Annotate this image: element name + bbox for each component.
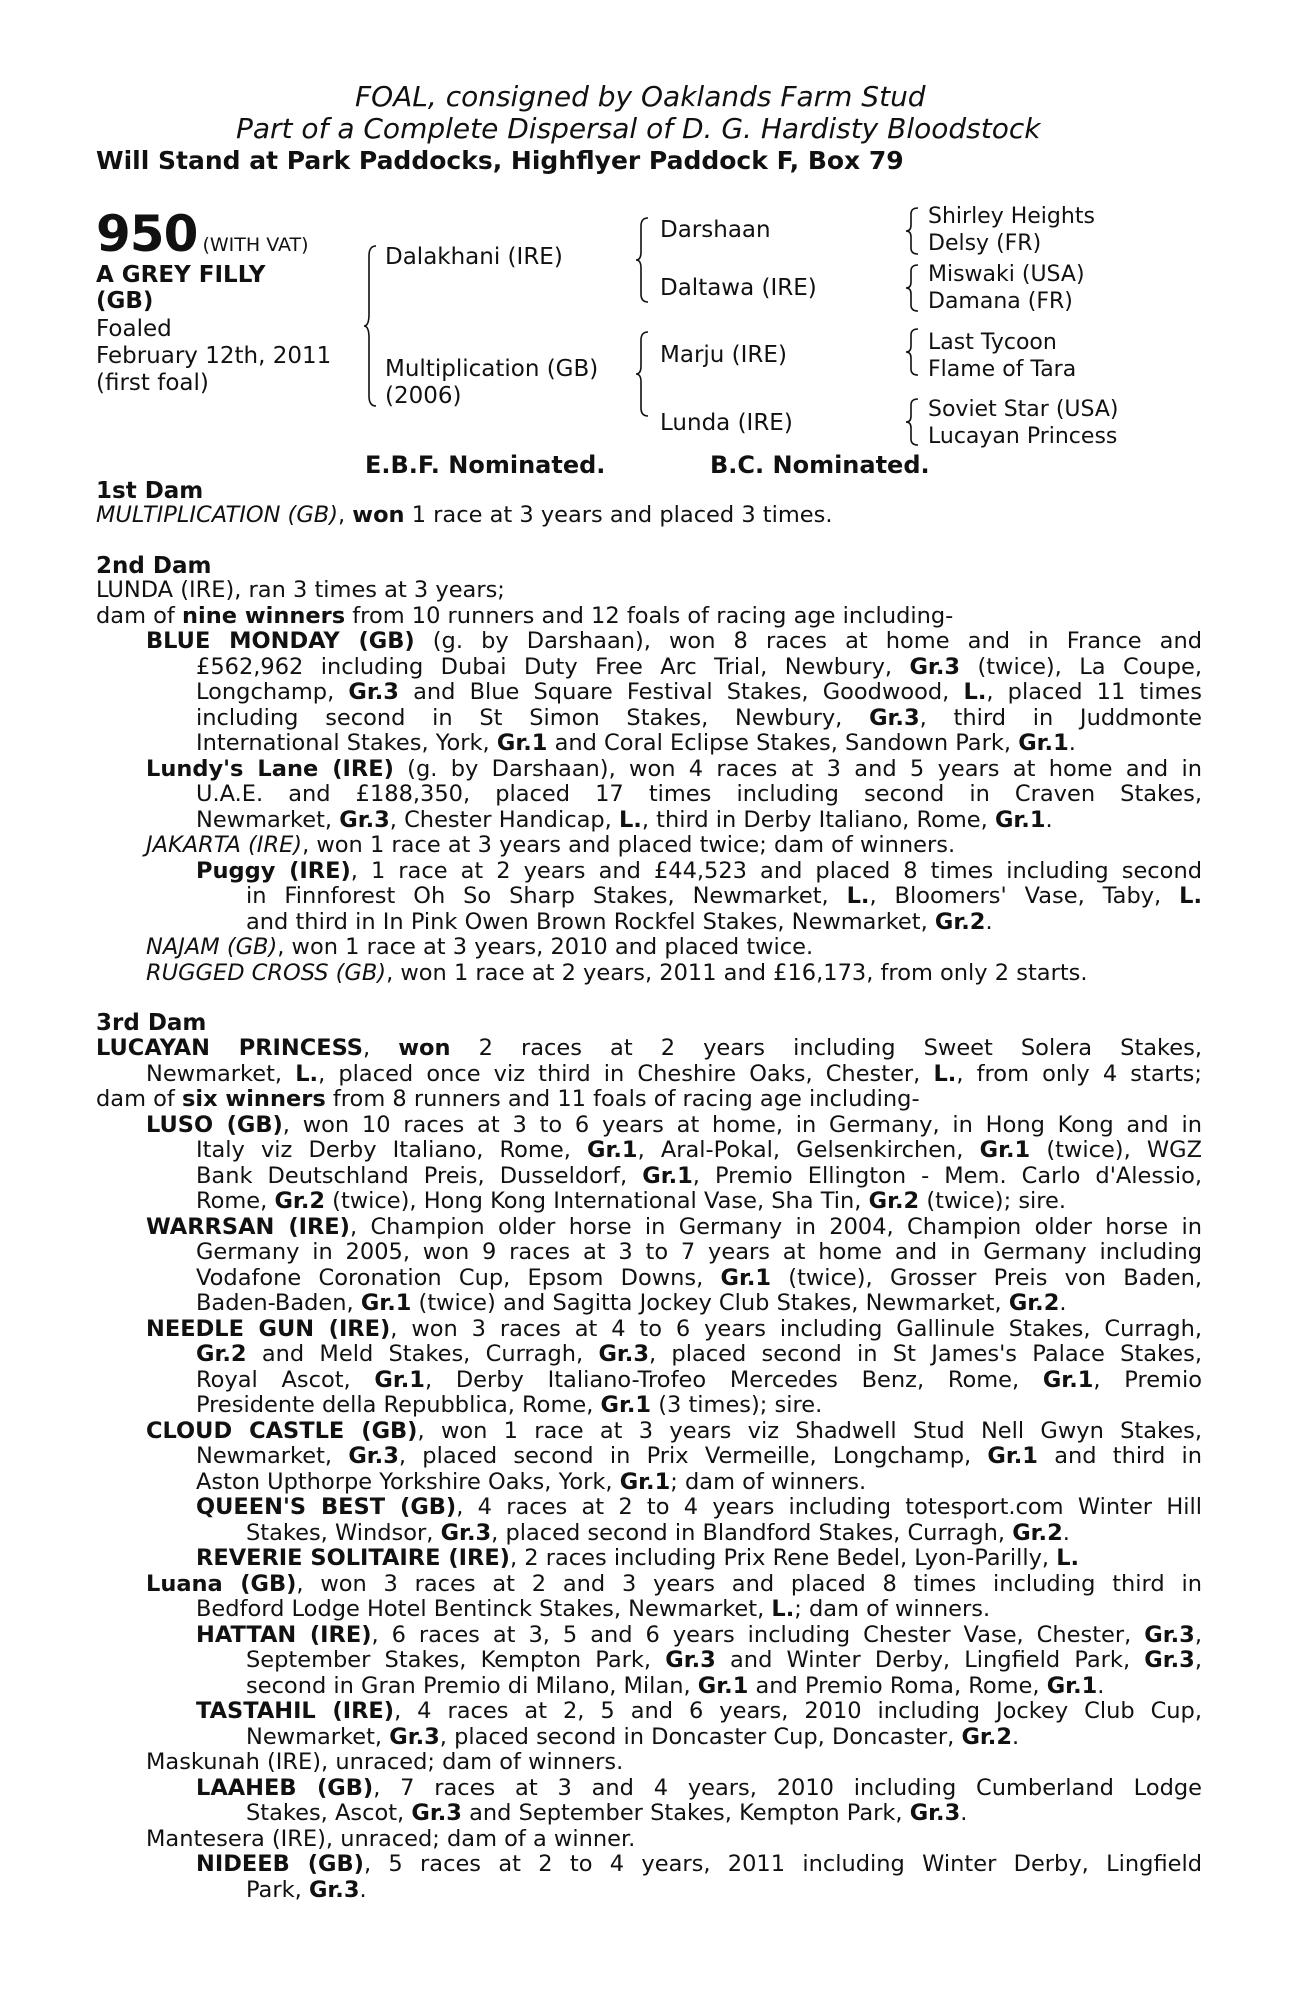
bold-text: L. xyxy=(846,883,870,909)
pedigree-sire-sire: Darshaan xyxy=(660,217,771,243)
text-run: , xyxy=(1194,1647,1202,1673)
header-line-1: FOAL, consigned by Oaklands Farm Stud xyxy=(355,80,926,113)
italic-name: RUGGED CROSS (GB) xyxy=(146,959,387,986)
warrsan-line-3 xyxy=(196,1266,1202,1292)
text-run: and third in In Pink Owen Brown Rockfel Stakes, Newmarket, xyxy=(246,908,935,935)
text-run: and third in xyxy=(1037,1443,1202,1469)
text-run: . xyxy=(1012,1723,1020,1750)
text-run: Longchamp, xyxy=(196,679,349,705)
text-run: , Aral-Pokal, Gelsenkirchen, xyxy=(637,1137,980,1163)
text-run: Italy viz Derby Italiano, Rome, xyxy=(196,1137,587,1163)
maskunah-line: Maskunah (IRE), unraced; dam of winners. xyxy=(146,1749,624,1775)
text-run: £562,962 including Dubai Duty Free Arc Trial, Newbury, xyxy=(196,653,910,680)
reverie-solitaire-line xyxy=(196,1546,1202,1572)
jakarta-line xyxy=(146,833,1202,859)
vat-note: (WITH VAT) xyxy=(202,234,309,256)
foal-note: (first foal) xyxy=(96,370,209,396)
pedigree-brace-sd xyxy=(906,263,920,313)
bold-text: Gr.3 xyxy=(909,1800,961,1826)
nideeb-line-2 xyxy=(246,1878,1202,1904)
luana-line-1 xyxy=(146,1572,1202,1598)
pedigree-dds: Soviet Star (USA) xyxy=(928,397,1119,422)
bc-nomination: B.C. Nominated. xyxy=(710,451,930,479)
text-run: and Winter Derby, Lingfield Park, xyxy=(715,1647,1145,1673)
text-run: and Coral Eclipse Stakes, Sandown Park, xyxy=(547,730,1019,756)
bold-text: Gr.3 xyxy=(339,806,390,833)
first-dam-won: won xyxy=(352,502,405,528)
pedigree-ssd: Delsy (FR) xyxy=(928,231,1042,256)
text-run: . xyxy=(1068,730,1076,756)
pedigree-dsd: Flame of Tara xyxy=(928,357,1077,382)
needle-gun-line-1 xyxy=(146,1317,1202,1343)
rugged-cross-line xyxy=(146,961,1202,987)
bold-text: Gr.3 xyxy=(909,653,961,680)
bold-text: L. xyxy=(295,1060,319,1087)
lucayan-line-2 xyxy=(146,1062,1202,1088)
luso-line-3 xyxy=(196,1164,1202,1190)
text-run: Newmarket, xyxy=(196,806,340,833)
text-run: Vodafone Coronation Cup, Epsom Downs, xyxy=(196,1264,721,1291)
bold-text: Gr.2 xyxy=(274,1188,326,1214)
text-run: , won 1 race at 3 years viz Shadwell Stud Nell Gwyn Stakes, xyxy=(417,1417,1202,1444)
header-line-3: Will Stand at Park Paddocks, Highflyer Paddock F, Box 79 xyxy=(96,146,904,175)
lot-number: 950 xyxy=(96,205,198,263)
text-run: Newmarket, xyxy=(196,1443,349,1469)
first-dam-record: 1 race at 3 years and placed 3 times. xyxy=(404,502,833,528)
first-dam-comma: , xyxy=(337,502,346,528)
text-run: , Bloomers' Vase, Taby, xyxy=(869,883,1180,909)
warrsan-line-4 xyxy=(196,1291,1202,1317)
text-run: , xyxy=(363,1035,399,1061)
lot-description-2: (GB) xyxy=(96,288,154,314)
bold-text: Gr.3 xyxy=(869,704,920,731)
laaheb-line-1 xyxy=(196,1776,1202,1802)
text-run: and September Stakes, Kempton Park, xyxy=(461,1800,910,1826)
text-run: , 4 races at 2 to 4 years including totesport.com Winter Hill xyxy=(456,1494,1202,1520)
text-run: Bank Deutschland Preis, Dusseldorf, xyxy=(196,1162,643,1189)
puggy-line-3 xyxy=(246,910,1202,936)
text-run: , placed second in Blandford Stakes, Curragh, xyxy=(491,1519,1013,1546)
bold-text: Gr.3 xyxy=(598,1341,649,1367)
text-run: (3 times); sire. xyxy=(651,1392,823,1418)
bold-text: BLUE MONDAY (GB) xyxy=(146,628,415,654)
tastahil-line-1 xyxy=(196,1699,1202,1725)
bold-text: LUSO (GB) xyxy=(146,1111,283,1138)
italic-name: NAJAM (GB) xyxy=(146,934,278,960)
text-run: . xyxy=(1045,806,1053,833)
text-run: , 7 races at 3 and 4 years, 2010 including Cumberland Lodge xyxy=(373,1774,1202,1801)
bold-text: Gr.1 xyxy=(1046,1672,1098,1699)
bold-text: L. xyxy=(933,1060,957,1087)
text-run: including second in St Simon Stakes, Newbury, xyxy=(196,704,870,731)
pedigree-sire-dam: Daltawa (IRE) xyxy=(660,275,817,301)
text-run: , Derby Italiano-Trofeo Mercedes Benz, Rome, xyxy=(424,1366,1043,1393)
bold-text: Gr.2 xyxy=(868,1188,920,1214)
blue-monday-line-1 xyxy=(146,629,1202,655)
text-run: , placed second in Doncaster Cup, Doncaster, xyxy=(439,1723,962,1750)
lot-number-line xyxy=(96,205,309,263)
bold-text: Gr.1 xyxy=(979,1137,1031,1163)
bold-text: CLOUD CASTLE (GB) xyxy=(146,1417,418,1444)
bold-text: LUCAYAN PRINCESS xyxy=(96,1035,364,1061)
text-run: 2 races at 2 years including Sweet Solera Stakes, xyxy=(450,1035,1202,1061)
bold-text: L. xyxy=(1056,1545,1080,1571)
warrsan-line-2: Germany in 2005, won 9 races at 3 to 7 years at home and in Germany including xyxy=(196,1239,1202,1265)
text-run: , 6 races at 3, 5 and 6 years including Chester Vase, Chester, xyxy=(371,1621,1145,1648)
first-dam-line xyxy=(96,503,1202,529)
text-run: (twice), La Coupe, xyxy=(960,653,1202,680)
queens-best-line-1 xyxy=(196,1495,1202,1521)
header-line-2: Part of a Complete Dispersal of D. G. Hardisty Bloodstock xyxy=(236,112,1041,145)
nideeb-line-1 xyxy=(196,1852,1202,1878)
bold-text: WARRSAN (IRE) xyxy=(146,1213,350,1240)
text-run: , 5 races at 2 to 4 years, 2011 including Winter Derby, Lingfield xyxy=(363,1851,1202,1877)
lucayan-line-3 xyxy=(96,1087,1202,1113)
bold-text: won xyxy=(398,1035,451,1061)
needle-gun-line-2 xyxy=(196,1342,1202,1368)
text-run: (twice), Hong Kong International Vase, Sha Tin, xyxy=(325,1188,869,1214)
text-run: (twice); sire. xyxy=(919,1188,1067,1214)
cloud-castle-line-3 xyxy=(196,1470,1202,1496)
bold-text: NIDEEB (GB) xyxy=(196,1851,364,1877)
bold-text: HATTAN (IRE) xyxy=(196,1621,372,1648)
bold-text: Gr.2 xyxy=(961,1723,1013,1750)
bold-text: Gr.3 xyxy=(1144,1647,1195,1673)
text-run: , won 1 race at 2 years, 2011 and £16,173, from only 2 starts. xyxy=(386,959,1088,986)
text-run: Stakes, Ascot, xyxy=(246,1800,412,1826)
blue-monday-line-5 xyxy=(196,731,1202,757)
text-run: , third in Derby Italiano, Rome, xyxy=(641,806,995,833)
text-run: ; dam of winners. xyxy=(670,1468,867,1495)
text-run: , 4 races at 2, 5 and 6 years, 2010 including Jockey Club Cup, xyxy=(394,1698,1202,1724)
text-run: , placed second in Prix Vermeille, Longchamp, xyxy=(398,1443,988,1469)
text-run: , Premio Ellington - Mem. Carlo d'Alessio, xyxy=(692,1162,1202,1189)
cloud-castle-line-2 xyxy=(196,1444,1202,1470)
pedigree-dam: Multiplication (GB) xyxy=(385,356,599,382)
bold-text: TASTAHIL (IRE) xyxy=(196,1698,395,1724)
bold-text: REVERIE SOLITAIRE (IRE) xyxy=(196,1545,510,1571)
second-dam-line-1: LUNDA (IRE), ran 3 times at 3 years; xyxy=(96,577,505,603)
needle-gun-line-3 xyxy=(196,1368,1202,1394)
text-run: Newmarket, xyxy=(146,1060,296,1087)
text-run: second in Gran Premio di Milano, Milan, xyxy=(246,1672,698,1699)
bold-text: Gr.2 xyxy=(196,1341,247,1367)
warrsan-line-1 xyxy=(146,1215,1202,1241)
text-run: Royal Ascot, xyxy=(196,1366,375,1393)
bold-text: Gr.1 xyxy=(642,1162,693,1189)
pedigree-brace-sire xyxy=(636,216,650,304)
foaled-label: Foaled xyxy=(96,316,172,342)
text-run: and Blue Square Festival Stakes, Goodwood, xyxy=(398,679,964,705)
text-run: , placed second in St James's Palace Stakes, xyxy=(649,1341,1202,1367)
bold-text: L. xyxy=(618,806,642,833)
text-run: , won 1 race at 3 years, 2010 and placed twice. xyxy=(277,934,814,960)
bold-text: LAAHEB (GB) xyxy=(196,1774,374,1801)
pedigree-brace-ss xyxy=(906,206,920,256)
bold-text: Gr.1 xyxy=(697,1672,749,1699)
italic-name: JAKARTA (IRE) xyxy=(146,832,303,858)
bold-text: Lundy's Lane (IRE) xyxy=(146,755,394,782)
text-run: Newmarket, xyxy=(246,1723,390,1750)
text-run: , won 3 races at 2 and 3 years and placed 8 times including third in xyxy=(296,1570,1202,1597)
bold-text: Gr.3 xyxy=(665,1647,716,1673)
pedigree-dam-sire: Marju (IRE) xyxy=(660,342,787,368)
text-run: . xyxy=(359,1876,367,1903)
text-run: . xyxy=(985,908,993,935)
pedigree-sds: Miswaki (USA) xyxy=(928,262,1085,287)
text-run: (g. by Darshaan), won 4 races at 3 and 5 years at home and in xyxy=(393,755,1202,782)
text-run: Bedford Lodge Hotel Bentinck Stakes, Newmarket, xyxy=(196,1596,772,1622)
bold-text: L. xyxy=(963,679,987,705)
text-run: , won 3 races at 4 to 6 years including Gallinule Stakes, Curragh, xyxy=(390,1315,1202,1342)
cloud-castle-line-1 xyxy=(146,1419,1202,1445)
lucayan-line-1 xyxy=(96,1036,1202,1062)
bold-text: Puggy (IRE) xyxy=(196,857,351,884)
pedigree-sire: Dalakhani (IRE) xyxy=(385,244,563,270)
bold-text: Gr.3 xyxy=(348,1443,399,1469)
hattan-line-2 xyxy=(246,1648,1202,1674)
hattan-line-3 xyxy=(246,1674,1202,1700)
bold-text: Gr.3 xyxy=(308,1876,360,1903)
text-run: Presidente della Repubblica, Rome, xyxy=(196,1392,601,1418)
puggy-line-1 xyxy=(196,859,1202,885)
text-run: from 10 runners and 12 foals of racing age including- xyxy=(345,602,954,629)
text-run: , from only 4 starts; xyxy=(956,1060,1202,1087)
bold-text: Gr.1 xyxy=(587,1137,638,1163)
text-run: and Premio Roma, Rome, xyxy=(748,1672,1047,1699)
tastahil-line-2 xyxy=(246,1725,1202,1751)
text-run: Aston Upthorpe Yorkshire Oaks, York, xyxy=(196,1468,620,1495)
bold-text: L. xyxy=(771,1596,795,1622)
text-run: (twice), Grosser Preis von Baden, xyxy=(771,1264,1202,1291)
pedigree-brace-ds xyxy=(906,327,920,377)
text-run: , xyxy=(1194,1621,1202,1648)
luana-line-2 xyxy=(196,1597,1202,1623)
text-run: and Meld Stakes, Curragh, xyxy=(246,1341,599,1367)
bold-text: Gr.1 xyxy=(1018,730,1069,756)
text-run: , 2 races including Prix Rene Bedel, Lyon-Parilly, xyxy=(509,1545,1057,1571)
lundys-lane-line-2: U.A.E. and £188,350, placed 17 times including second in Craven Stakes, xyxy=(196,781,1202,807)
text-run: (g. by Darshaan), won 8 races at home and in France and xyxy=(414,628,1202,654)
text-run: , won 1 race at 3 years and placed twice; dam of winners. xyxy=(302,832,956,858)
text-run: Baden-Baden, xyxy=(196,1290,361,1316)
puggy-line-2 xyxy=(246,884,1202,910)
pedigree-dam-dam: Lunda (IRE) xyxy=(660,410,793,436)
blue-monday-line-2 xyxy=(196,655,1202,681)
pedigree-ddd: Lucayan Princess xyxy=(928,424,1118,449)
bold-text: Gr.1 xyxy=(720,1264,772,1291)
text-run: International Stakes, York, xyxy=(196,730,497,756)
bold-text: QUEEN'S BEST (GB) xyxy=(196,1494,457,1520)
section-third-dam: 3rd Dam xyxy=(96,1010,207,1036)
mantesera-line: Mantesera (IRE), unraced; dam of a winner. xyxy=(146,1825,636,1852)
pedigree-sss: Shirley Heights xyxy=(928,204,1095,229)
text-run: Rome, xyxy=(196,1188,275,1214)
needle-gun-line-4 xyxy=(196,1393,1202,1419)
bold-text: Gr.2 xyxy=(934,908,986,935)
text-run: Stakes, Windsor, xyxy=(246,1519,441,1546)
queens-best-line-2 xyxy=(246,1521,1202,1547)
text-run: (twice), WGZ xyxy=(1030,1137,1202,1163)
bold-text: Gr.3 xyxy=(389,1723,440,1750)
bold-text: Gr.2 xyxy=(1012,1519,1063,1546)
text-run: dam of xyxy=(96,1086,182,1112)
section-second-dam: 2nd Dam xyxy=(96,553,212,579)
blue-monday-line-3 xyxy=(196,680,1202,706)
bold-text: Gr.3 xyxy=(348,679,399,705)
second-dam-line-2 xyxy=(96,604,1202,630)
bold-text: Gr.1 xyxy=(600,1392,652,1418)
text-run: , won 10 races at 3 to 6 years at home, in Germany, in Hong Kong and in xyxy=(282,1111,1202,1138)
luso-line-2 xyxy=(196,1138,1202,1164)
najam-line xyxy=(146,935,1202,961)
bold-text: Gr.1 xyxy=(496,730,548,756)
bold-text: Gr.1 xyxy=(994,806,1046,833)
text-run: ; dam of winners. xyxy=(794,1596,991,1622)
bold-text: L. xyxy=(1179,883,1202,909)
text-run: . xyxy=(960,1800,968,1826)
bold-text: Gr.3 xyxy=(440,1519,492,1546)
luso-line-1 xyxy=(146,1113,1202,1139)
bold-text: Luana (GB) xyxy=(146,1570,297,1597)
text-run: , 1 race at 2 years and £44,523 and placed 8 times including second xyxy=(350,857,1202,884)
bold-text: Gr.3 xyxy=(411,1800,462,1826)
bold-text: Gr.1 xyxy=(1042,1366,1094,1393)
ebf-nomination: E.B.F. Nominated. xyxy=(365,451,606,479)
text-run: , placed 11 times xyxy=(986,679,1202,705)
lot-description-1: A GREY FILLY xyxy=(96,262,266,288)
lundys-lane-line-3 xyxy=(196,808,1202,834)
text-run: , third in Juddmonte xyxy=(919,704,1203,731)
foaled-date: February 12th, 2011 xyxy=(96,343,332,369)
text-run: , Premio xyxy=(1093,1366,1202,1393)
bold-text: Gr.1 xyxy=(619,1468,671,1495)
laaheb-line-2 xyxy=(246,1801,1202,1827)
bold-text: nine winners xyxy=(181,602,346,629)
text-run: Park, xyxy=(246,1876,309,1903)
first-dam-name: MULTIPLICATION (GB) xyxy=(96,502,338,528)
text-run: . xyxy=(1097,1672,1105,1699)
text-run: in Finnforest Oh So Sharp Stakes, Newmarket, xyxy=(246,883,847,909)
pedigree-brace-dam xyxy=(636,330,650,418)
pedigree-sdd: Damana (FR) xyxy=(928,289,1073,314)
pedigree-brace-main xyxy=(364,244,378,408)
text-run: September Stakes, Kempton Park, xyxy=(246,1647,666,1673)
bold-text: Gr.3 xyxy=(1144,1621,1195,1648)
bold-text: NEEDLE GUN (IRE) xyxy=(146,1315,391,1342)
text-run: dam of xyxy=(96,602,182,629)
text-run: , placed once viz third in Cheshire Oaks, Chester, xyxy=(318,1060,934,1087)
text-run: . xyxy=(1062,1519,1070,1546)
lundys-lane-line-1 xyxy=(146,757,1202,783)
bold-text: six winners xyxy=(181,1086,326,1112)
pedigree-brace-dd xyxy=(906,397,920,447)
hattan-line-1 xyxy=(196,1623,1202,1649)
text-run: from 8 runners and 11 foals of racing age including- xyxy=(325,1086,920,1112)
luso-line-4 xyxy=(196,1189,1202,1215)
bold-text: Gr.1 xyxy=(360,1290,412,1316)
bold-text: Gr.1 xyxy=(374,1366,425,1393)
text-run: , Champion older horse in Germany in 2004, Champion older horse in xyxy=(349,1213,1202,1240)
text-run: . xyxy=(1059,1290,1067,1316)
pedigree-dss: Last Tycoon xyxy=(928,330,1057,355)
text-run: (twice) and Sagitta Jockey Club Stakes, Newmarket, xyxy=(411,1290,1009,1316)
pedigree-dam-year: (2006) xyxy=(385,383,462,409)
bold-text: Gr.2 xyxy=(1008,1290,1060,1316)
text-run: , Chester Handicap, xyxy=(389,806,619,833)
blue-monday-line-4 xyxy=(196,706,1202,732)
bold-text: Gr.1 xyxy=(987,1443,1038,1469)
section-first-dam: 1st Dam xyxy=(96,478,204,504)
